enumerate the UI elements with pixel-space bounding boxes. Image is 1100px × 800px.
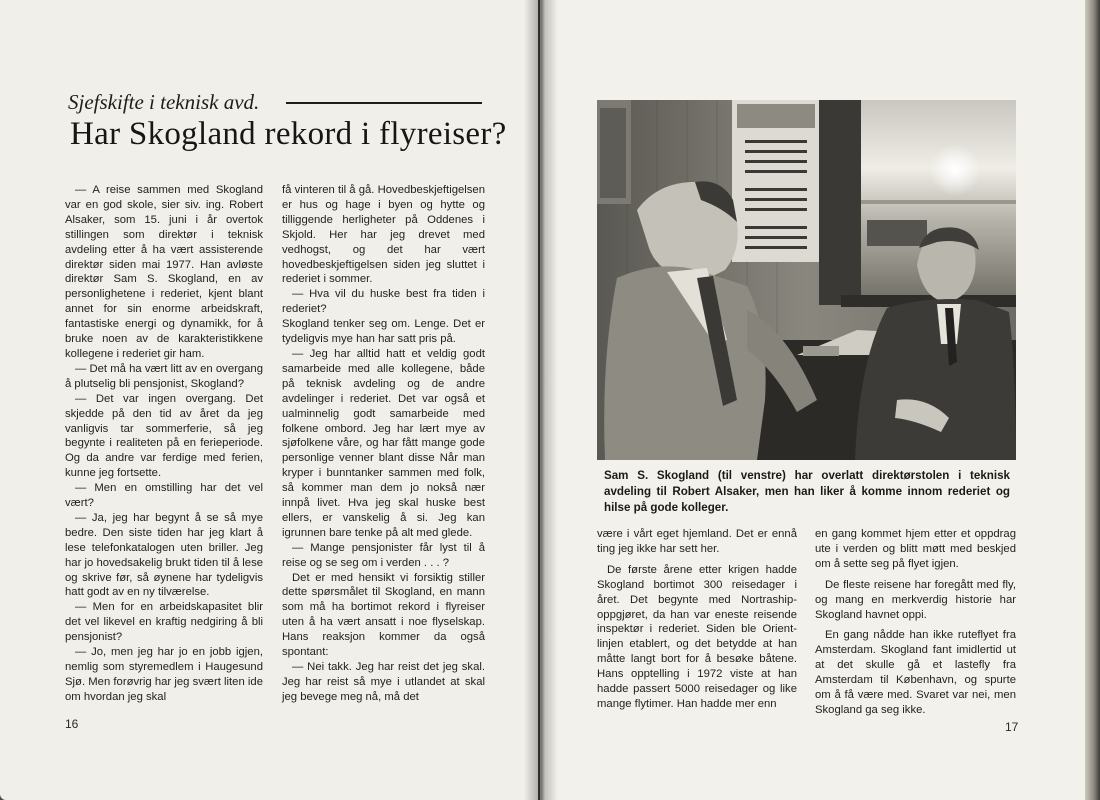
paragraph: — Det var ingen overgang. Det skjedde på den tid av året da jeg vanligvis tar sommerferie, så jeg begynte i realiteten på en ferieperiode. Og da andre var ferdige med ferien, kunne jeg fortsette. [65,392,263,480]
paragraph: — Nei takk. Jeg har reist det jeg skal. Jeg har reist så mye i utlandet at skal jeg bevege meg nå, må det [282,661,485,703]
paragraph: en gang kommet hjem etter et oppdrag ute i verden og blitt møtt med beskjed om å sette seg på flyet igjen. [815,528,1016,570]
left-page [0,0,538,800]
paragraph: være i vårt eget hjemland. Det er ennå ting jeg ikke har sett her. [597,528,797,555]
page-gutter [524,0,558,800]
kicker-rule [286,102,482,104]
left-column-2 [282,183,485,705]
paragraph: — Men for en arbeidskapasitet blir det vel likevel en kraftig nedgiring å bli pensjonist? [65,601,263,644]
paragraph: De første årene etter krigen hadde Skogland bortimot 300 reisedager i året. Det begynte med Nortraship-oppgjøret, da han var eneste reisende inspektør i rederiet. Siden ble Orient-linjen etablert, og det betydde at han måtte langt bort for å besøke båtene. Hans opptelling i 1972 viste at han hadde passert 5000 reisedager og like mange flytimer. Han hadde mer enn [597,563,797,710]
paragraph: Skogland tenker seg om. Lenge. Det er tydeligvis mye han har satt pris på. [282,318,485,346]
article-kicker: Sjefskifte i teknisk avd. [68,90,260,114]
paragraph: — A reise sammen med Skogland var en god skole, sier siv. ing. Robert Alsaker, som 15. juni i år overtok stillingen som direktør i teknisk avdeling etter å ha vært assisterende direktør siden mai 1977. Han avløste direktør Sam S. Skogland, en av personlighetene i rederiet, kjent blant annet for sin enorme arbeidskraft, fantastiske energi og dynamikk, for å bruke noen av de karakteristikkene kollegene i rederiet gir ham. [65,184,263,360]
paragraph: En gang nådde han ikke ruteflyet fra Amsterdam. Skogland fant imidlertid ut at det skulle gå et lastefly fra Amsterdam til København, og spurte om å få være med. Svaret var nei, men Skogland ga seg ikke. [815,629,1016,716]
paragraph: — Jeg har alltid hatt et veldig godt samarbeide med alle kollegene, både på teknisk avdeling og de andre avdelinger i rederiet. Det var også et ualminnelig godt samarbeide med folkene ombord. Jeg har lært mye av sjøfolkene våre, og har fått mange gode personlige venner blant disse Når man kryper i bunntanker sammen med folk, så kommer man dem jo nokså nær innpå livet. Hva jeg skal huske best ellers, er vanskelig å si. Jeg kan igrunnen bare tenke på alt med glede. [282,347,485,539]
right-column-1 [597,527,797,712]
page-number-right: 17 [1005,720,1019,734]
paragraph: — Mange pensjonister får lyst til å reise og se seg om i verden . . . ? [282,541,485,569]
right-column-2 [815,527,1016,718]
paragraph: De fleste reisene har foregått med fly, og mang en merkverdig historie har Skogland havnet oppi. [815,578,1016,621]
photo-caption: Sam S. Skogland (til venstre) har overlatt direktørstolen i teknisk avdeling til Robert Alsaker, men han liker å komme innom rederiet og hilse på gode kolleger. [604,469,1010,514]
paragraph: — Jo, men jeg har jo en jobb igjen, nemlig som styremedlem i Haugesund Sjø. Men forøvrig har jeg svært liten ide om hvordan jeg skal [65,646,263,703]
book-edge [1085,0,1100,800]
paragraph: få vinteren til å gå. Hovedbeskjeftigelsen er hus og hage i byen og hytte og tilliggende herligheter på Oddenes i Skjold. Her har jeg drevet med vedhogst, og det har vært hovedbeskjeftigelsen siden jeg sluttet i rederiet i sommer. [282,184,485,286]
left-column-1 [65,183,263,705]
paragraph: — Hva vil du huske best fra tiden i rederiet? [282,288,485,316]
paragraph: — Men en omstilling har det vel vært? [65,482,263,510]
office-photo [597,100,1016,460]
paragraph: — Ja, jeg har begynt å se så mye bedre. Den siste tiden har jeg klart å lese telefonkatalogen uten briller. Jeg har jo hovedsakelig brukt tiden til å lese og skrive før, så øynene har tydeligvis hatt godt av en ny tilværelse. [65,511,263,599]
page-number-left: 16 [65,717,79,731]
article-headline: Har Skogland rekord i flyreiser? [70,116,507,152]
photo-illustration [597,100,1016,460]
paragraph: — Det må ha vært litt av en overgang å plutselig bli pensjonist, Skogland? [65,362,263,390]
paragraph: Det er med hensikt vi forsiktig stiller dette spørsmålet til Skogland, en mann som må ha bortimot rekord i flyreiser uten å ha vært ansatt i noe flyselskap. Hans reaksjon kommer da også spontant: [282,571,485,659]
